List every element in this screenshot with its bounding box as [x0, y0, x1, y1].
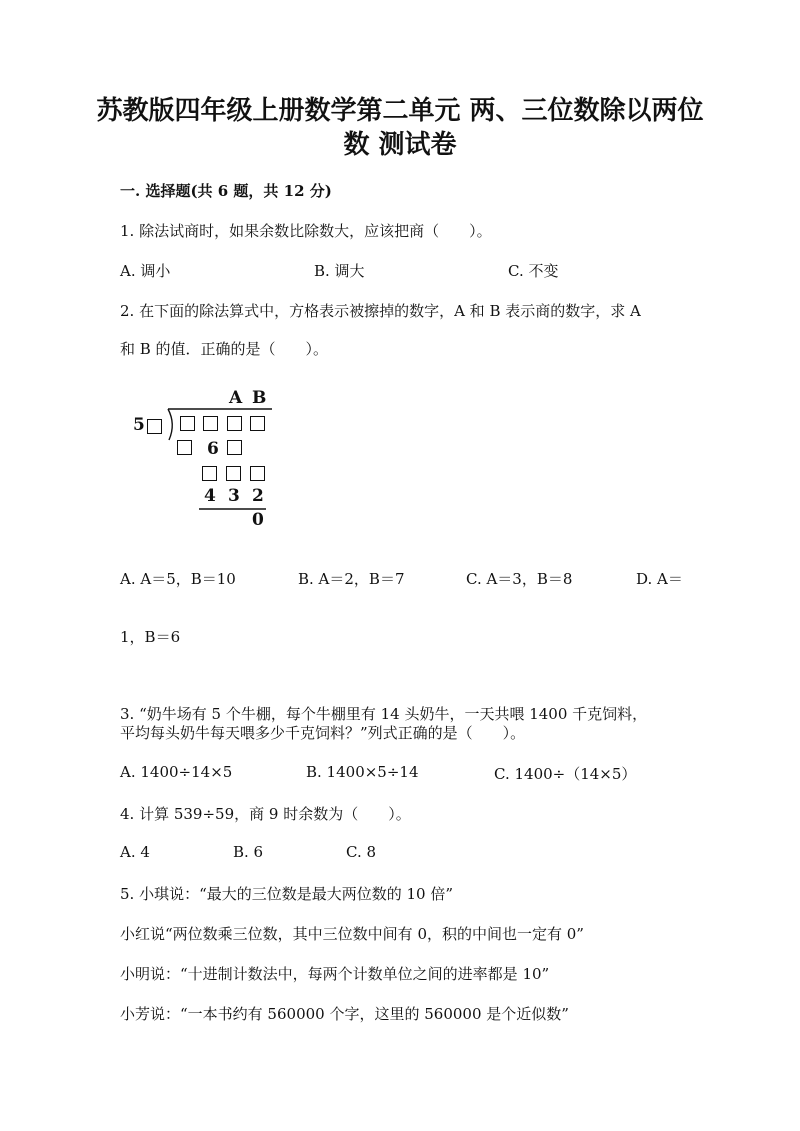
blank-square [227, 416, 242, 431]
q5-line: 小芳说：“一本书约有 560000 个字，这里的 560000 是个近似数” [120, 1005, 569, 1023]
q4-option-b: B. 6 [233, 843, 264, 861]
q5-line: 小红说“两位数乘三位数，其中三位数中间有 0，积的中间也一定有 0” [120, 925, 584, 943]
blank-square [226, 466, 241, 481]
q4-option-c: C. 8 [346, 843, 377, 861]
quotient-a: A [229, 388, 243, 408]
q3-option-a: A. 1400÷14×5 [120, 763, 233, 781]
q3-option-b: B. 1400×5÷14 [306, 763, 419, 781]
section-heading: 一. 选择题(共 6 题，共 12 分) [120, 182, 332, 200]
q3-option-c: C. 1400÷（14×5） [494, 765, 637, 783]
blank-square [180, 416, 195, 431]
q3-stem-line1: 3. “奶牛场有 5 个牛棚，每个牛棚里有 14 头奶牛，一天共喂 1400 千克饲料， [120, 705, 648, 723]
q2-option-a: A. A＝5，B＝10 [120, 570, 236, 588]
blank-square [203, 416, 218, 431]
blank-square [177, 440, 192, 455]
blank-square [250, 466, 265, 481]
blank-square [202, 466, 217, 481]
remainder-digit: 0 [252, 510, 264, 530]
q2-stem-line2: 和 B 的值．正确的是（ ）。 [120, 340, 329, 358]
q2-option-b: B. A＝2，B＝7 [298, 570, 405, 588]
q4-stem: 4. 计算 539÷59，商 9 时余数为（ ）。 [120, 805, 411, 823]
q1-stem: 1. 除法试商时，如果余数比除数大，应该把商（ ）。 [120, 222, 492, 240]
divisor-digit: 5 [133, 415, 145, 435]
q5-line: 5. 小琪说：“最大的三位数是最大两位数的 10 倍” [120, 885, 454, 903]
row4-digit: 3 [228, 486, 240, 506]
blank-square [250, 416, 265, 431]
q2-option-c: C. A＝3，B＝8 [466, 570, 573, 588]
q1-option-b: B. 调大 [314, 262, 365, 280]
row4-digit: 2 [252, 486, 264, 506]
q2-stem-line1: 2. 在下面的除法算式中，方格表示被擦掉的数字，A 和 B 表示商的数字，求 A [120, 302, 641, 320]
row4-digit: 4 [204, 486, 216, 506]
q5-line: 小明说：“十进制计数法中，每两个计数单位之间的进率都是 10” [120, 965, 550, 983]
blank-square [147, 419, 162, 434]
q1-option-a: A. 调小 [120, 262, 171, 280]
page-title: 苏教版四年级上册数学第二单元 两、三位数除以两位数 测试卷 [96, 96, 704, 160]
division-bracket [0, 0, 800, 540]
quotient-b: B [252, 388, 267, 408]
blank-square [227, 440, 242, 455]
q4-option-a: A. 4 [120, 843, 150, 861]
q2-option-d: D. A＝ [636, 570, 683, 588]
q1-option-c: C. 不变 [508, 262, 559, 280]
q2-option-d-wrap: 1，B＝6 [120, 628, 181, 646]
row2-digit: 6 [207, 439, 219, 459]
q3-stem-line2: 平均每头奶牛每天喂多少千克饲料？”列式正确的是（ ）。 [120, 724, 526, 742]
